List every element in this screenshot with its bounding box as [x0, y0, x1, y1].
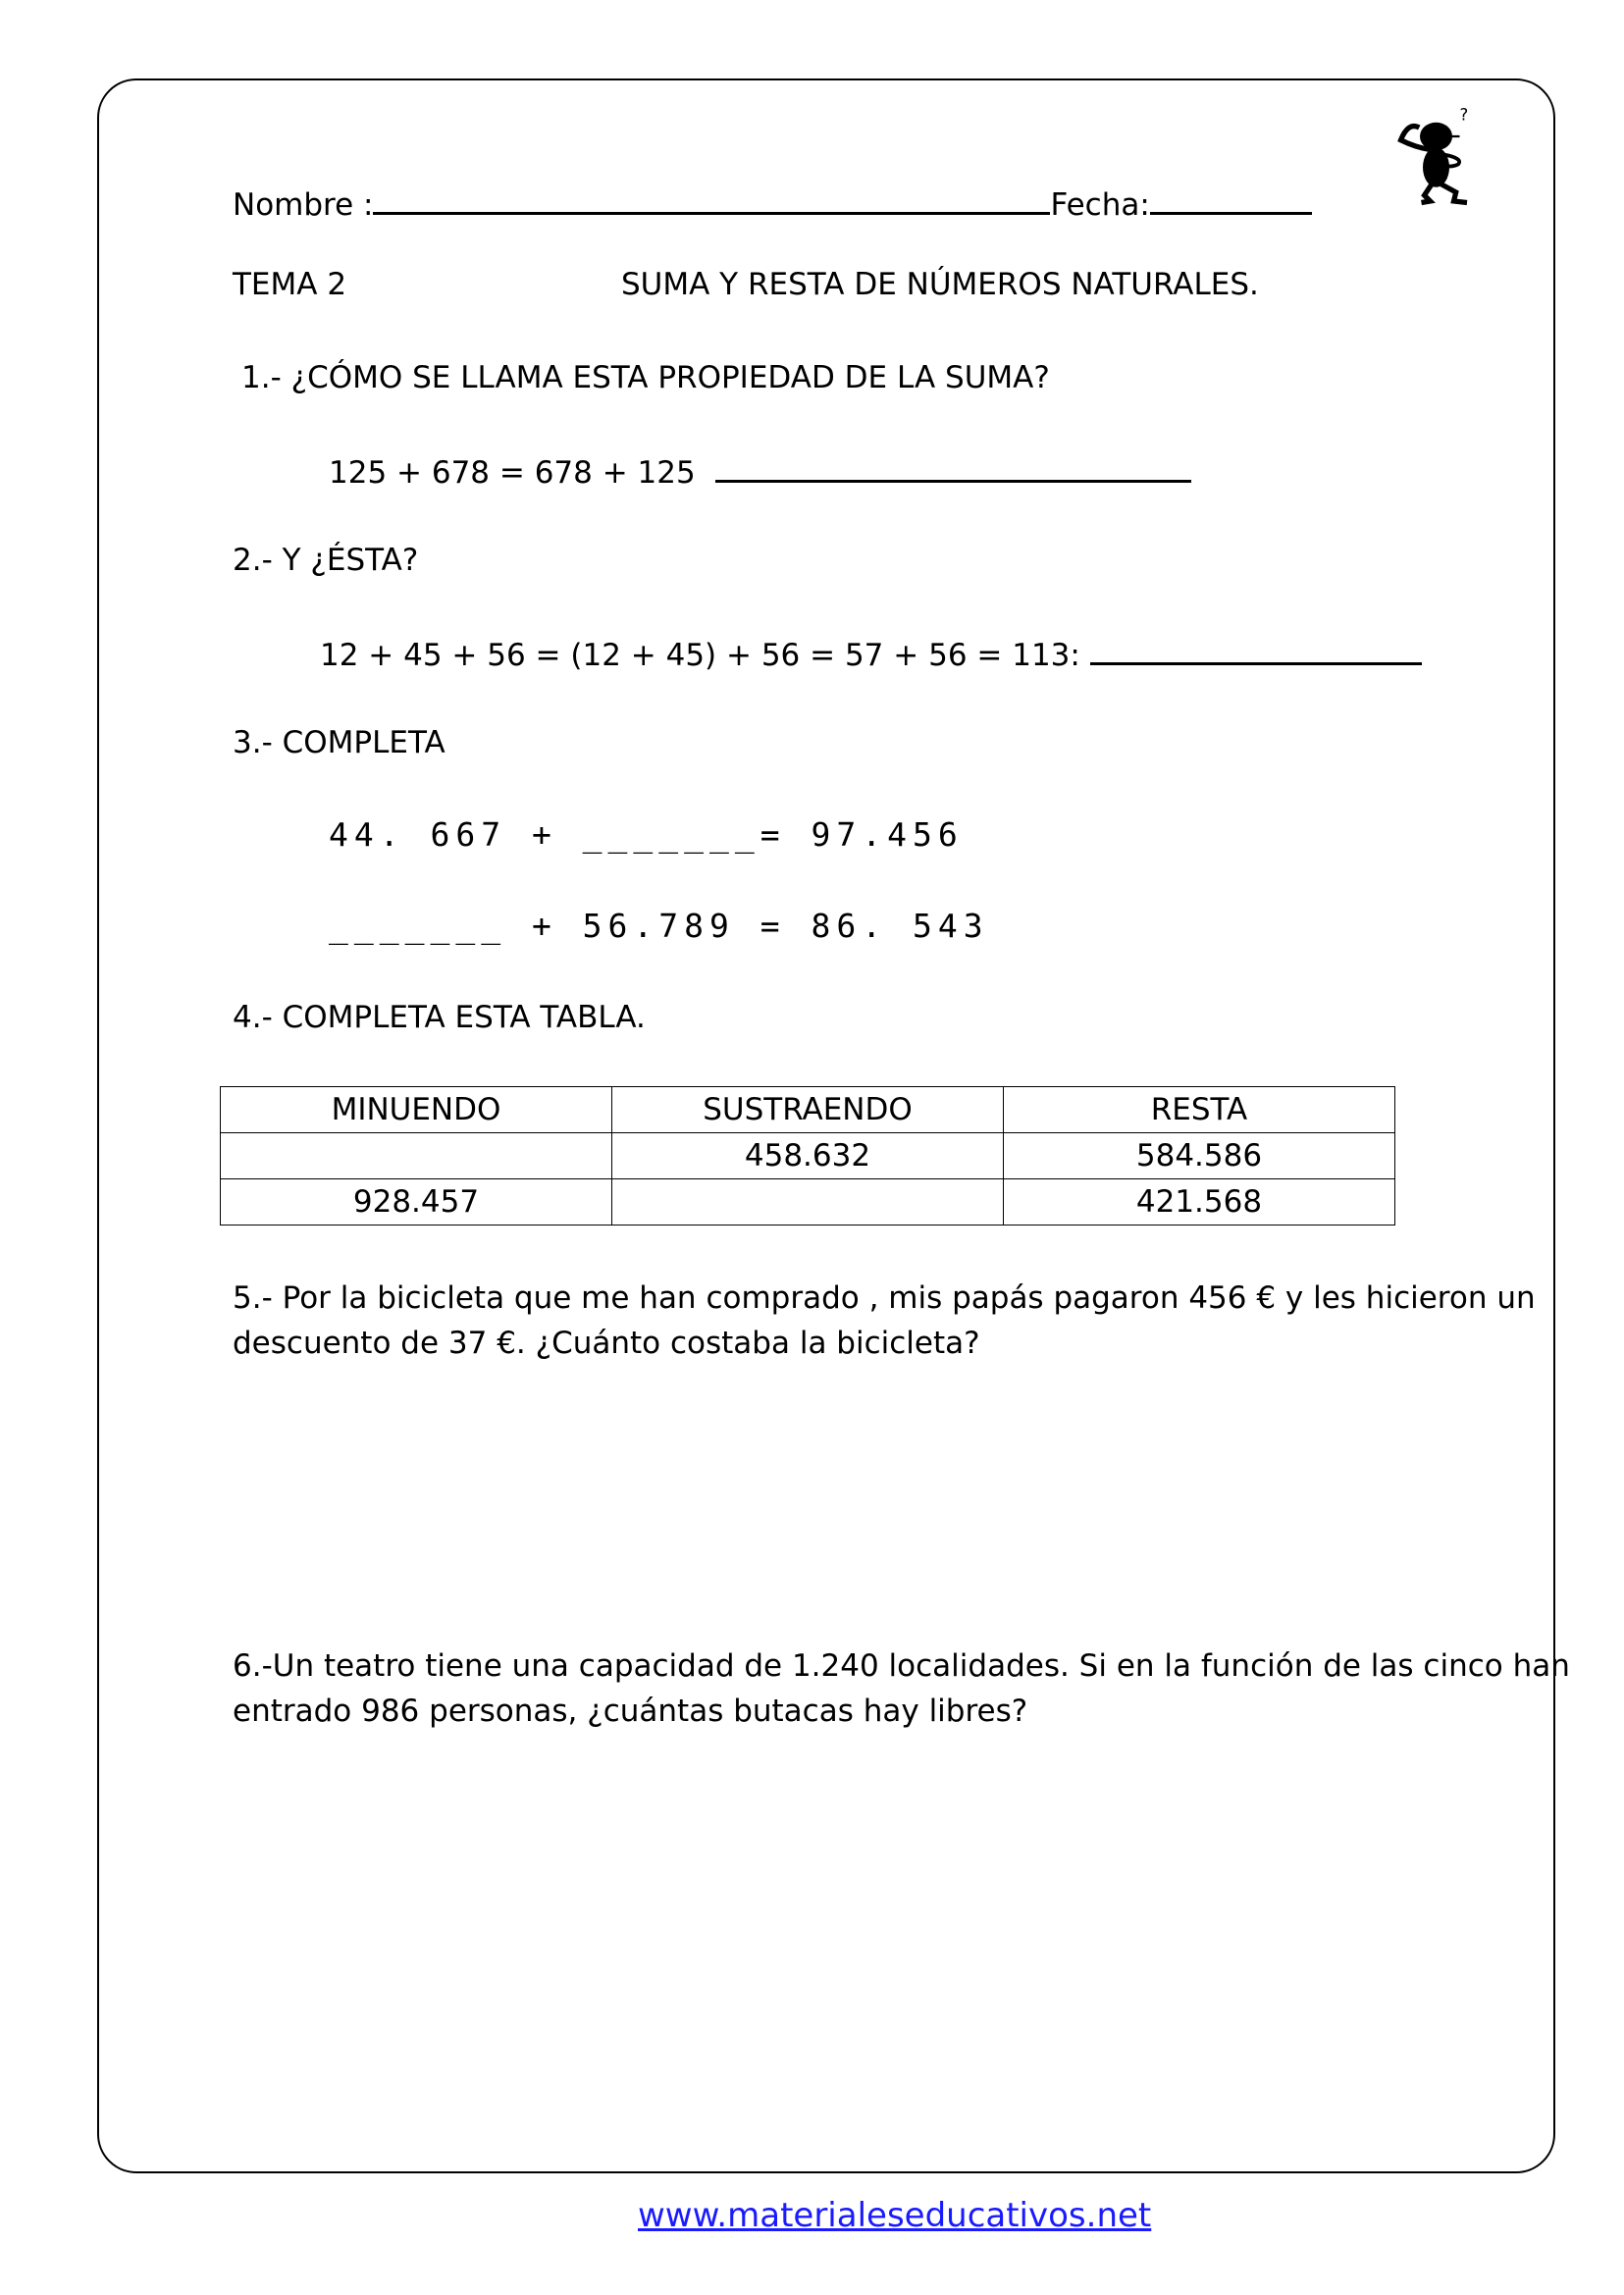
table-cell: 458.632: [612, 1133, 1004, 1179]
q1-answer-line[interactable]: [715, 454, 1191, 483]
thinking-figure-icon: [1379, 98, 1496, 216]
table-row: [221, 1133, 1395, 1179]
q1-expr-text: 125 + 678 = 678 + 125: [329, 455, 696, 491]
table-row: [221, 1179, 1395, 1226]
table-cell[interactable]: [221, 1133, 612, 1179]
q3-line-1: 44. 667 + _______= 97.456: [329, 815, 964, 854]
q2-answer-line[interactable]: [1090, 637, 1422, 665]
table-cell: 421.568: [1004, 1179, 1395, 1226]
footer-link[interactable]: www.materialeseducativos.net: [638, 2196, 1152, 2235]
q2-expr-text: 12 + 45 + 56 = (12 + 45) + 56 = 57 + 56 = 113:: [320, 638, 1080, 673]
q5-line-1: 5.- Por la bicicleta que me han comprado , mis papás pagaron 456 € y les hicieron un: [233, 1280, 1536, 1316]
q1-prompt: 1.- ¿CÓMO SE LLAMA ESTA PROPIEDAD DE LA SUMA?: [241, 360, 1050, 395]
q3-line-2: _______ + 56.789 = 86. 543: [329, 907, 989, 945]
q3-prompt: 3.- COMPLETA: [233, 725, 445, 760]
table-header-row: [221, 1087, 1395, 1133]
q6-line-2: entrado 986 personas, ¿cuántas butacas hay libres?: [233, 1694, 1028, 1729]
q4-prompt: 4.- COMPLETA ESTA TABLA.: [233, 1000, 646, 1035]
worksheet-title: SUMA Y RESTA DE NÚMEROS NATURALES.: [621, 267, 1259, 302]
name-field[interactable]: [233, 186, 1312, 221]
name-line[interactable]: [373, 186, 1050, 215]
q2-prompt: 2.- Y ¿ÉSTA?: [233, 543, 419, 578]
table-cell: 928.457: [221, 1179, 612, 1226]
svg-text:?: ?: [1459, 105, 1469, 125]
header-resta: RESTA: [1004, 1087, 1395, 1133]
name-label: Nombre :: [233, 187, 374, 223]
header-minuendo: MINUENDO: [221, 1087, 612, 1133]
q5-line-2: descuento de 37 €. ¿Cuánto costaba la bicicleta?: [233, 1326, 980, 1361]
q1-expression: [329, 454, 1191, 489]
subtraction-table: [220, 1086, 1395, 1226]
q6-line-1: 6.-Un teatro tiene una capacidad de 1.240 localidades. Si en la función de las cinco han: [233, 1648, 1570, 1684]
table-cell[interactable]: [612, 1179, 1004, 1226]
q2-expression: [320, 637, 1422, 671]
topic-label: TEMA 2: [233, 267, 347, 302]
date-label: Fecha:: [1050, 187, 1150, 223]
table-cell: 584.586: [1004, 1133, 1395, 1179]
header-sustraendo: SUSTRAENDO: [612, 1087, 1004, 1133]
date-line[interactable]: [1150, 186, 1312, 215]
